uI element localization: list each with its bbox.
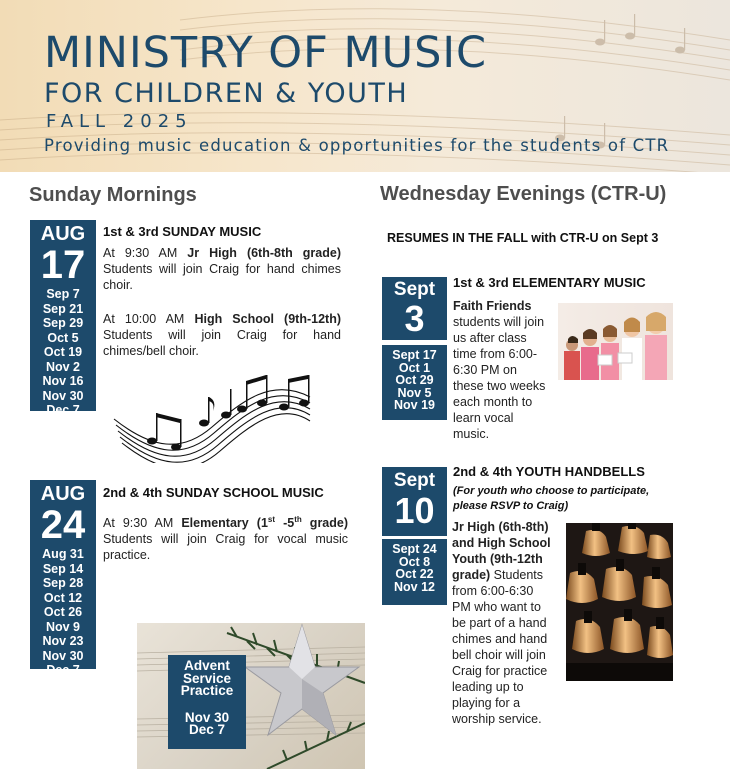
date-list [30, 547, 96, 678]
date-item: Nov 12 [394, 579, 435, 594]
date-box-day: 3 [404, 298, 425, 339]
paragraph-high-school [103, 311, 341, 359]
bold-text: High School (9th-12th) [194, 312, 342, 326]
date-item: Dec 7 [46, 403, 80, 417]
resumes-notice: RESUMES IN THE FALL with CTR-U on Sept 3 [387, 231, 659, 245]
paragraph-jr-high [103, 245, 341, 293]
page-subtitle: FOR CHILDREN & YOUTH [44, 78, 409, 109]
date-item: Nov 19 [394, 398, 435, 412]
date-item: Nov 30 [42, 648, 84, 663]
bold-text [181, 516, 348, 530]
date-box-month: Sept [393, 470, 436, 491]
date-list [382, 539, 447, 605]
handbells-photo [566, 523, 673, 681]
bold-text: Jr High (6th-8th) [452, 520, 549, 534]
advent-line: Advent [184, 658, 230, 673]
superscript: th [294, 515, 302, 524]
advent-practice-label [168, 655, 246, 749]
date-box-sept-3 [382, 277, 447, 340]
text-line: leading up to [452, 680, 524, 694]
date-box-aug-17 [30, 220, 96, 417]
music-notes-icon [112, 367, 312, 463]
advent-date: Nov 30 [184, 709, 230, 725]
date-item: Oct 12 [43, 590, 83, 605]
text-line: chimes and hand [452, 632, 548, 646]
date-item: Sep 21 [42, 301, 84, 316]
text-line: time from 6:00- [453, 347, 538, 361]
date-item: Oct 22 [395, 567, 434, 581]
advent-date: Dec 7 [188, 722, 226, 737]
bold-text: and High School [452, 536, 551, 550]
advent-line: Service [182, 670, 232, 686]
text-line: students will join [453, 315, 545, 329]
event-title-elementary-music: 1st & 3rd ELEMENTARY MUSIC [453, 275, 646, 290]
date-item: Sep 28 [42, 576, 84, 590]
date-box-month: AUG [40, 483, 86, 505]
text: At 10:00 AM [103, 312, 195, 326]
bold-text: Faith Friends [453, 299, 532, 313]
text: Students will join Craig for vocal music practice. [103, 532, 348, 563]
text: Students will join Craig for hand chimes/bell choir. [103, 328, 341, 358]
wednesday-heading: Wednesday Evenings (CTR-U) [380, 183, 667, 205]
date-item: Sep 29 [42, 316, 84, 330]
season-label: FALL 2025 [46, 111, 193, 132]
date-item: Nov 30 [42, 388, 84, 403]
header-banner [0, 0, 730, 172]
date-box-sept-10 [382, 467, 447, 536]
date-item: Dec 7 [46, 663, 80, 677]
text-line: us after class [453, 331, 527, 345]
text-line: be part of a hand [452, 616, 547, 630]
text: Students [490, 568, 544, 582]
paragraph-youth-handbells [452, 519, 564, 727]
rsvp-note [453, 484, 678, 514]
text-line: these two weeks [453, 379, 546, 393]
advent-line: Practice [180, 683, 234, 698]
date-box-day: 10 [394, 490, 435, 531]
date-item: Oct 1 [398, 360, 431, 375]
text: Elementary (1 [181, 516, 268, 531]
bold-text: Jr High (6th-8th grade) [187, 246, 341, 260]
text-line: each month to [453, 395, 533, 409]
text: At 9:30 AM [103, 246, 188, 260]
text-line [452, 567, 564, 583]
date-box-day: 17 [40, 243, 86, 287]
event-title-youth-handbells: 2nd & 4th YOUTH HANDBELLS [453, 464, 645, 479]
text-line: Craig for practice [452, 664, 548, 678]
text-line: from 6:00-6:30 [452, 584, 534, 598]
text-line: 6:30 PM on [453, 363, 517, 377]
date-item: Oct 29 [395, 373, 434, 387]
superscript: st [267, 515, 276, 524]
text-line: PM who want to [452, 600, 541, 614]
date-box-month: AUG [40, 223, 86, 245]
text-line: playing for a [452, 696, 521, 710]
text-line: bell choir will join [452, 648, 546, 662]
paragraph-elementary [103, 512, 348, 563]
text: -5 [275, 516, 295, 531]
date-list [382, 345, 447, 420]
date-item: Oct 19 [43, 345, 83, 359]
date-item: Sept 24 [392, 542, 437, 556]
date-item: Sep 14 [42, 561, 84, 576]
page-title: MINISTRY OF MUSIC [44, 28, 488, 78]
date-item: Nov 9 [45, 619, 81, 634]
date-item: Nov 16 [42, 374, 84, 388]
date-item: Oct 8 [398, 554, 431, 569]
event-title-sunday-music: 1st & 3rd SUNDAY MUSIC [103, 224, 262, 239]
date-box-day: 24 [40, 503, 86, 547]
date-box-aug-24 [30, 480, 96, 677]
date-box-month: Sept [393, 279, 436, 300]
text-line: music. [453, 427, 490, 441]
date-item: Aug 31 [42, 547, 84, 561]
children-singing-photo [558, 303, 673, 380]
paragraph-faith-friends [453, 298, 557, 442]
handbell-icon [566, 523, 673, 681]
date-item: Nov 5 [397, 385, 432, 400]
date-item: Oct 26 [43, 605, 83, 619]
sunday-heading: Sunday Mornings [29, 184, 197, 206]
date-item: Sept 17 [392, 348, 437, 362]
text: At 9:30 AM [103, 516, 182, 531]
note-line: please RSVP to Craig) [453, 500, 569, 512]
text: Students will join Craig for hand chimes choir. [103, 262, 341, 292]
date-item: Oct 5 [47, 330, 79, 345]
tagline: Providing music education & opportunities for the students of CTR [44, 136, 670, 155]
bold-text: Youth (9th-12th [452, 552, 543, 566]
date-list [30, 287, 96, 418]
date-item: Nov 2 [45, 359, 81, 374]
text-line: worship service. [452, 712, 542, 726]
date-item: Sep 7 [46, 287, 80, 301]
note-line: (For youth who choose to participate, [453, 485, 650, 497]
text-line: learn vocal [453, 411, 514, 425]
date-item: Nov 23 [42, 634, 84, 648]
children-icon [558, 303, 673, 380]
text: grade) [301, 516, 349, 531]
bold-text: grade) [452, 568, 491, 582]
event-title-sunday-school-music: 2nd & 4th SUNDAY SCHOOL MUSIC [103, 485, 324, 500]
